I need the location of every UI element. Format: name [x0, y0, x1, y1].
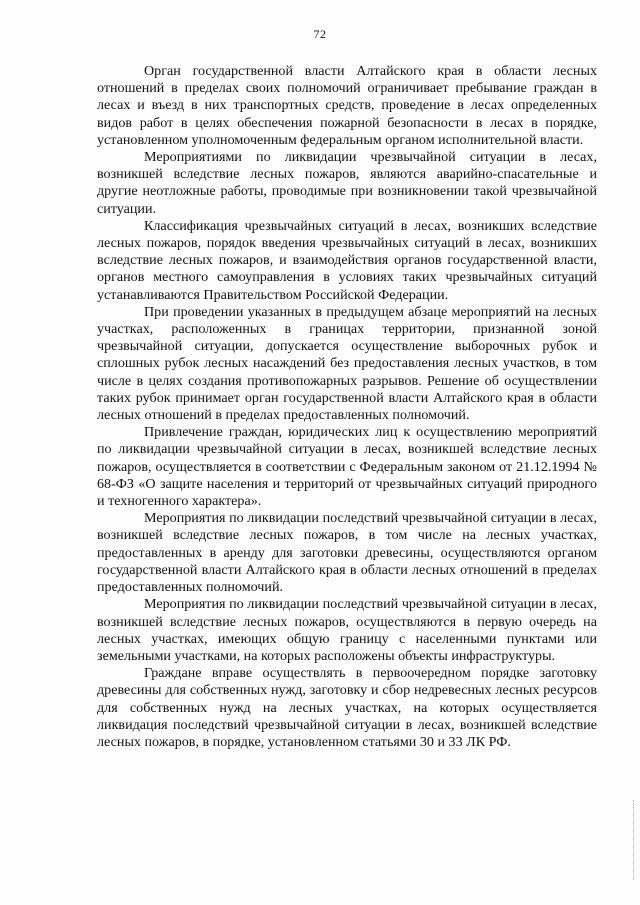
paragraph-leased-plots-liquidation: Мероприятия по ликвидации последствий чрезвычайной ситуации в лесах, возникшей вследствие лесных пожаров, в том числе на лесных участках, предоставленных в аренду для заготовки древесины, осуществляются органом государственной власти Алтайского края в области лесных отношений в пределах предоставленных полномочий. — [97, 510, 597, 596]
paragraph-fire-break-felling: При проведении указанных в предыдущем абзаце мероприятий на лесных участках, расположенных в границах территории, признанной зоной чрезвычайной ситуации, допускается осуществление выборочных рубок и сплошных рубок лесных насаждений без предоставления лесных участков, в том числе в целях создания противопожарных разрывов. Решение об осуществлении таких рубок принимает орган государственной власти Алтайского края в области лесных отношений в пределах предоставленных полномочий. — [97, 303, 597, 424]
paragraph-citizen-harvesting-rights: Граждане вправе осуществлять в первоочередном порядке заготовку древесины для собственных нужд, заготовку и сбор недревесных лесных ресурсов для собственных нужд на лесных участках, на которых осуществляется ликвидация последствий чрезвычайной ситуации в лесах, возникшей вследствие лесных пожаров, в порядке, установленном статьями 30 и 33 ЛК РФ. — [97, 665, 597, 750]
scan-edge-mark — [633, 800, 636, 880]
paragraph-citizen-involvement: Привлечение граждан, юридических лиц к осуществлению мероприятий по ликвидации чрезвычайной ситуации в лесах, возникшей вследствие лесных пожаров, осуществляется в соответствии с Федеральным законом от 21.12.1994 № 68-ФЗ «О защите населения и территорий от чрезвычайных ситуаций природного и техногенного характера». — [97, 424, 597, 510]
paragraph-emergency-measures: Мероприятиями по ликвидации чрезвычайной ситуации в лесах, возникшей вследствие лесных пожаров, являются аварийно-спасательные и другие неотложные работы, проводимые при возникновении такой чрезвычайной ситуации. — [97, 149, 597, 217]
paragraph-priority-areas: Мероприятия по ликвидации последствий чрезвычайной ситуации в лесах, возникшей вследствие лесных пожаров, осуществляются в первую очередь на лесных участках, имеющих общую границу с населенными пунктами или земельными участками, на которых расположены объекты инфраструктуры. — [97, 596, 597, 664]
paragraph-forest-access-restriction: Орган государственной власти Алтайского края в области лесных отношений в пределах своих полномочий ограничивает пребывание граждан в лесах и въезд в них транспортных средств, проведение в лесах определенных видов работ в целях обеспечения пожарной безопасности в лесах в порядке, установленном уполномоченным федеральным органом исполнительной власти. — [97, 63, 597, 148]
page-number: 72 — [313, 27, 327, 41]
paragraph-emergency-classification: Классификация чрезвычайных ситуаций в лесах, возникших вследствие лесных пожаров, порядок введения чрезвычайных ситуаций в лесах, возникших вследствие лесных пожаров, и взаимодействия органов государственной власти, органов местного самоуправления в условиях таких чрезвычайных ситуаций устанавливаются Правительством Российской Федерации. — [97, 217, 597, 303]
document-body — [97, 63, 597, 751]
